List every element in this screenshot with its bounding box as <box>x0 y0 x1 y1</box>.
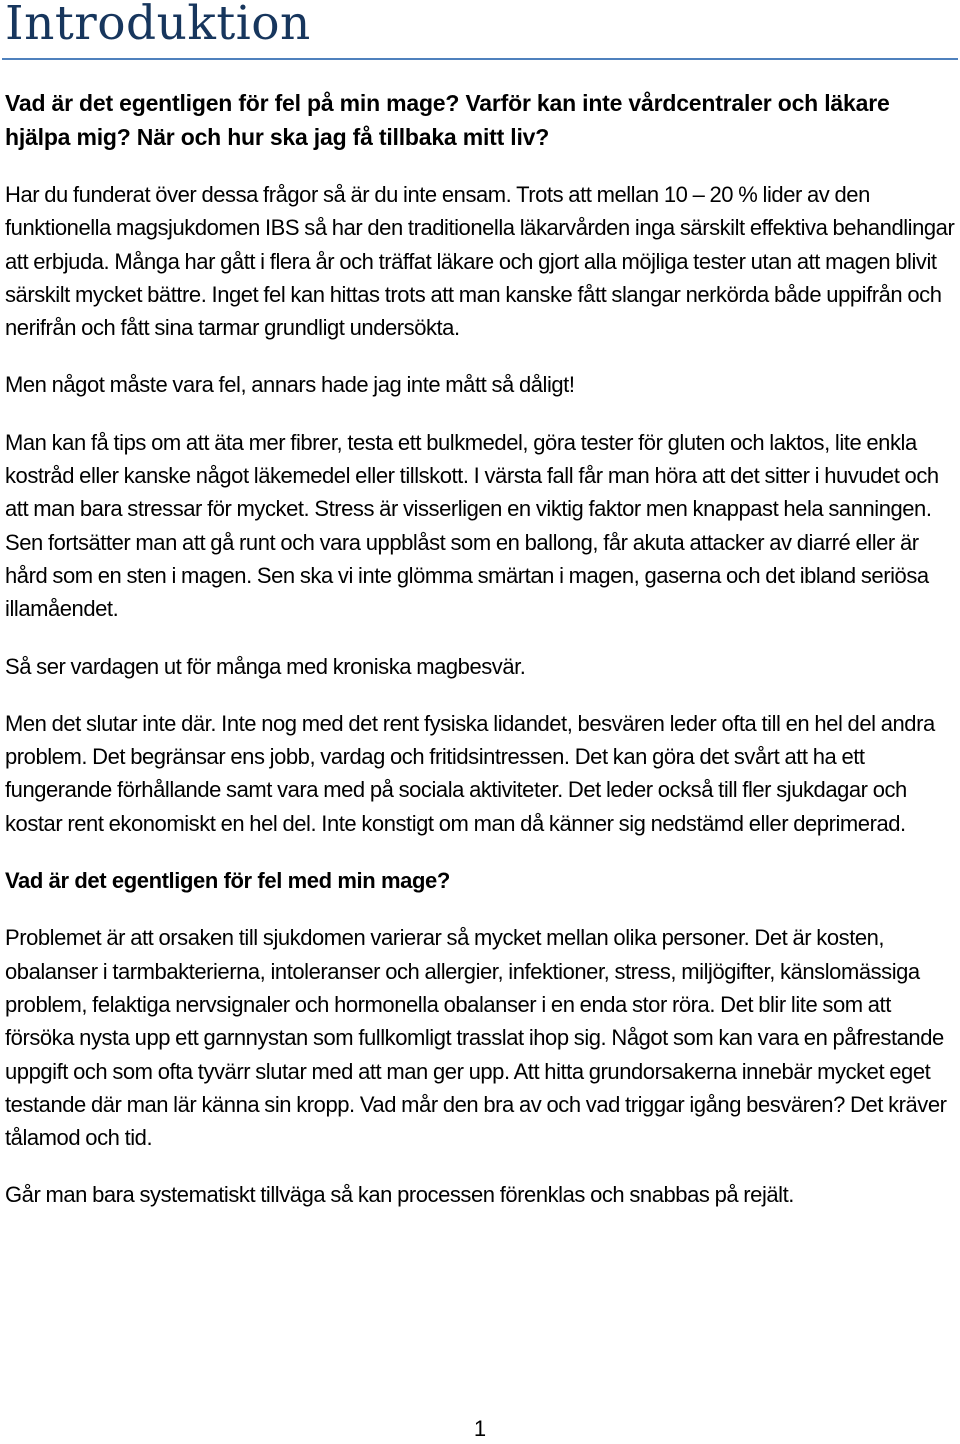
intro-question: Vad är det egentligen för fel på min mage? Varför kan inte vårdcentraler och läkare hjälpa mig? När och hur ska jag få tillbaka mitt liv? <box>5 90 890 150</box>
paragraph-5: Men det slutar inte där. Inte nog med det rent fysiska lidandet, besvären leder ofta till en hel del andra problem. Det begränsar ens jobb, vardag och fritidsintressen. Det kan göra det svårt att ha ett fungerande förhållande samt vara med på sociala aktiviteter. Det leder också till fler sjukdagar och kostar rent ekonomiskt en hel del. Inte konstigt om man då känner sig nedstämd eller deprimerad. <box>5 710 935 836</box>
page-title: Introduktion <box>5 0 311 51</box>
document-page <box>5 0 955 1443</box>
paragraph-4: Så ser vardagen ut för många med kroniska magbesvär. <box>5 653 526 679</box>
paragraph-2: Men något måste vara fel, annars hade jag inte mått så dåligt! <box>5 372 575 398</box>
paragraph-3: Man kan få tips om att äta mer fibrer, testa ett bulkmedel, göra tester för gluten och laktos, lite enkla kostråd eller kanske något läkemedel eller tillskott. I värsta fall får man höra att det sitter i huvudet och att man bara stressar för mycket. Stress är visserligen en viktig faktor men knappast hela sanningen. Sen fortsätter man att gå runt och vara uppblåst som en ballong, får akuta attacker av diarré eller är hård som en sten i magen. Sen ska vi inte glömma smärtan i magen, gaserna och det ibland seriösa illamåendet. <box>5 429 939 622</box>
paragraph-6: Problemet är att orsaken till sjukdomen varierar så mycket mellan olika personer. Det är kosten, obalanser i tarmbakterierna, intoleranser och allergier, infektioner, stress, miljögifter, känslomässiga problem, felaktiga nervsignaler och hormonella obalanser i en enda stor röra. Det blir lite som att försöka nysta upp ett garnnystan som fullkomligt trasslat ihop sig. Något som kan vara en påfrestande uppgift och som ofta tyvärr slutar med att man ger upp. Att hitta grundorsakerna innebär mycket eget testande där man lär känna sin kropp. Vad mår den bra av och vad triggar igång besvären? Det kräver tålamod och tid. <box>5 925 947 1151</box>
paragraph-7: Går man bara systematiskt tillväga så kan processen förenklas och snabbas på rejält. <box>5 1182 794 1208</box>
page-number: 1 <box>473 1416 487 1441</box>
section-heading: Vad är det egentligen för fel med min mage? <box>5 868 450 894</box>
title-underline <box>2 58 958 60</box>
paragraph-1: Har du funderat över dessa frågor så är du inte ensam. Trots att mellan 10 – 20 % lider av den funktionella magsjukdomen IBS så har den traditionella läkarvården inga särskilt effektiva behandlingar att erbjuda. Många har gått i flera år och träffat läkare och gjort alla möjliga tester utan att magen blivit särskilt mycket bättre. Inget fel kan hittas trots att man kanske fått slangar nerkörda både uppifrån och nerifrån och fått sina tarmar grundligt undersökta. <box>5 182 955 341</box>
